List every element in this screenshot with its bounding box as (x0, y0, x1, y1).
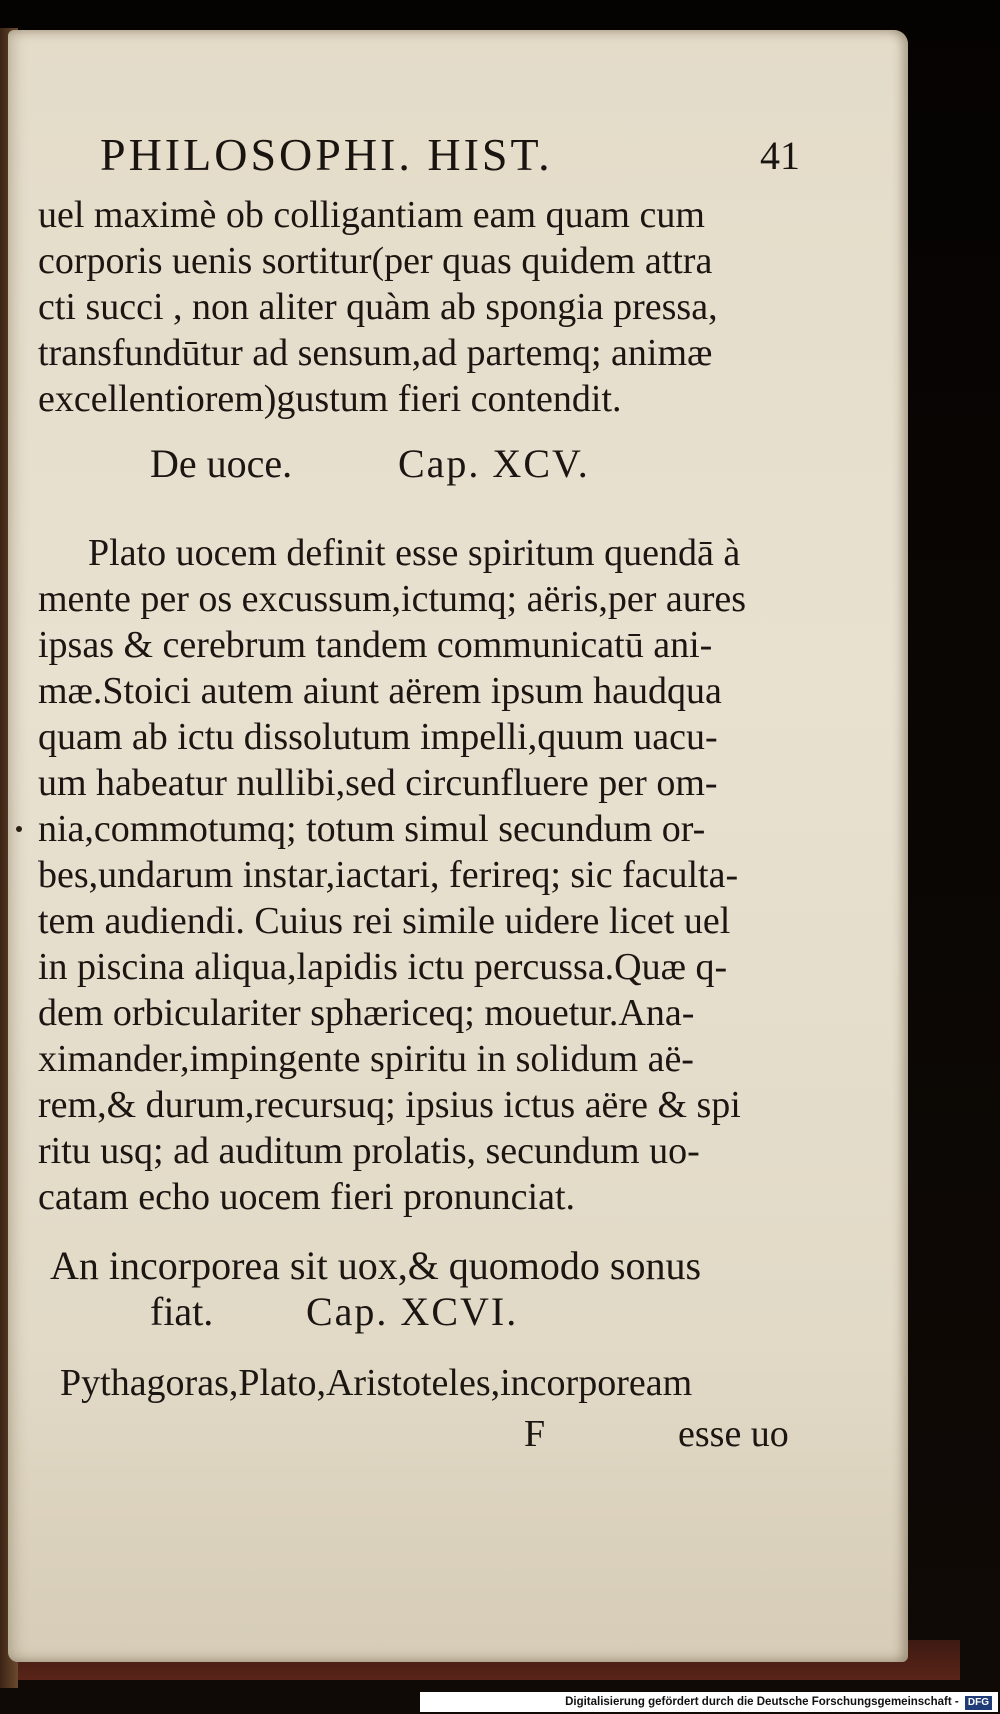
text-line: mente per os excussum,ictumq; aëris,per aures (38, 578, 747, 620)
footer-text: Digitalisierung gefördert durch die Deutsche Forschungsgemeinschaft - (565, 1696, 959, 1708)
text-line: corporis uenis sortitur(per quas quidem attra (38, 240, 713, 282)
text-line: in piscina aliqua,lapidis ictu percussa.Quæ q- (38, 946, 728, 988)
text-line: bes,undarum instar,iactari, ferireq; sic faculta- (38, 854, 739, 896)
text-line: um habeatur nullibi,sed circunfluere per om- (38, 762, 718, 804)
page-number: 41 (760, 133, 800, 178)
text-line: ipsas & cerebrum tandem communicatū ani- (38, 624, 713, 666)
chapter-number: Cap. XCVI. (306, 1289, 519, 1334)
running-head (100, 128, 800, 188)
ink-spot (16, 826, 22, 832)
text-line: nia,commotumq; totum simul secundum or- (38, 808, 706, 850)
text-line: Plato uocem definit esse spiritum quendā à (88, 532, 741, 574)
signature-mark: F (524, 1413, 546, 1455)
text-line: mæ.Stoici autem aiunt aërem ipsum haudqua (38, 670, 722, 712)
text-line: transfundūtur ad sensum,ad partemq; animæ (38, 332, 713, 374)
text-line: dem orbiculariter sphæriceq; mouetur.Ana- (38, 992, 695, 1034)
catchword: esse uo (678, 1413, 789, 1455)
text-line: quam ab ictu dissolutum impelli,quum uacu- (38, 716, 718, 758)
text-line: rem,& durum,recursuq; ipsius ictus aëre & spi (38, 1084, 741, 1126)
dfg-logo: DFG (965, 1696, 992, 1710)
chapter-title-continuation: fiat. (150, 1289, 214, 1334)
text-line: Pythagoras,Plato,Aristoteles,incorpoream (60, 1362, 693, 1404)
text-line: cti succi , non aliter quàm ab spongia pressa, (38, 286, 718, 328)
text-line: excellentiorem)gustum fieri contendit. (38, 378, 622, 420)
text-line: catam echo uocem fieri pronunciat. (38, 1176, 576, 1218)
running-head-title: PHILOSOPHI. HIST. (100, 129, 553, 180)
text-line: uel maximè ob colligantiam eam quam cum (38, 194, 705, 236)
text-line: tem audiendi. Cuius rei simile uidere licet uel (38, 900, 731, 942)
chapter-title: An incorporea sit uox,& quomodo sonus (50, 1243, 702, 1288)
chapter-number: Cap. XCV. (398, 441, 590, 486)
text-line: ximander,impingente spiritu in solidum aë- (38, 1038, 694, 1080)
text-line: ritu usq; ad auditum prolatis, secundum uo- (38, 1130, 700, 1172)
digitization-footer (420, 1692, 998, 1712)
chapter-title: De uoce. (150, 441, 293, 486)
